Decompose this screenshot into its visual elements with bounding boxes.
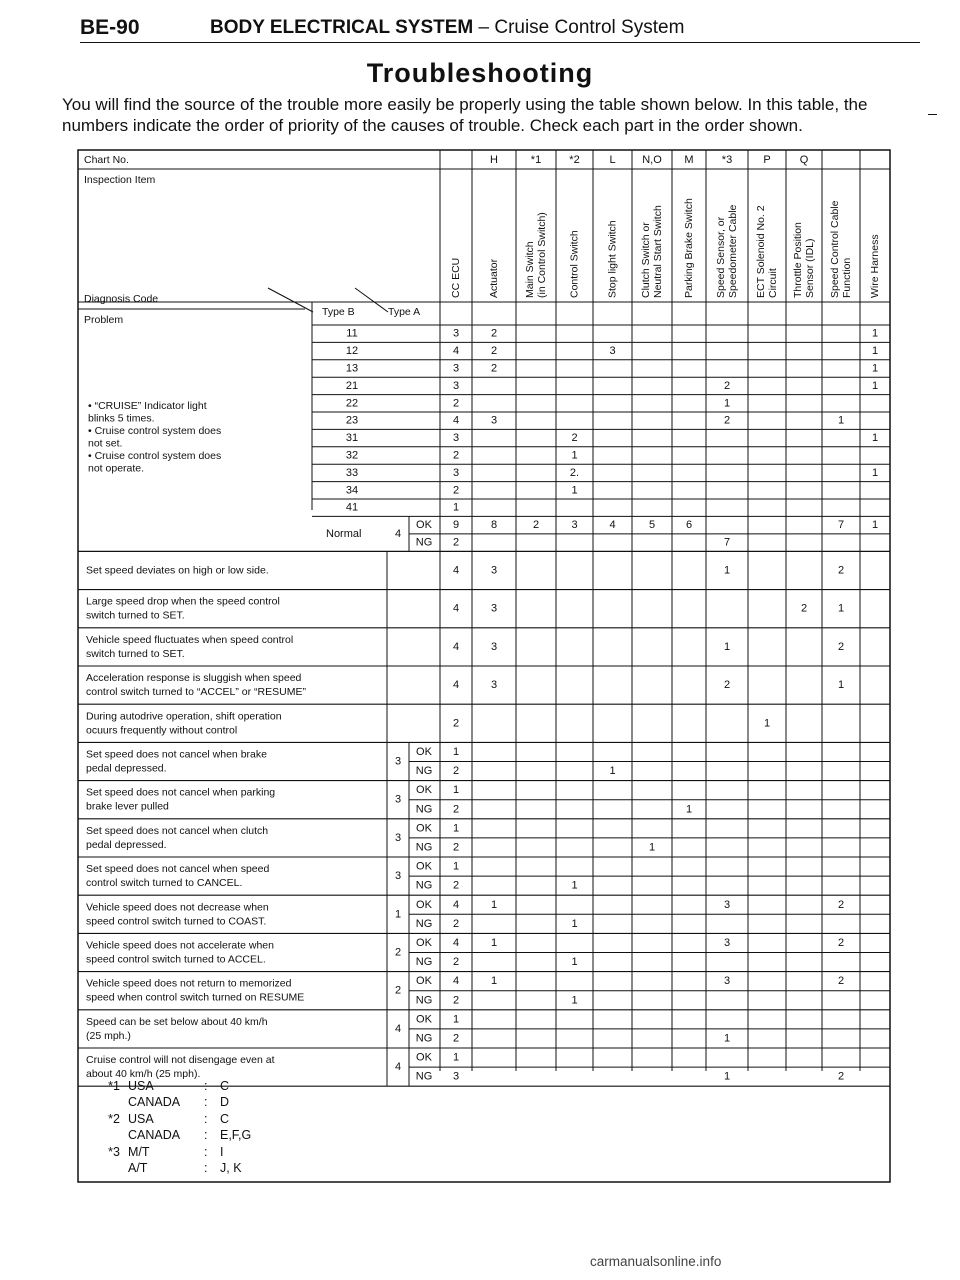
footnote-region: A/T [128, 1161, 148, 1176]
diagnosis-code: 33 [345, 466, 359, 479]
table-cell-value: 1 [490, 936, 498, 949]
table-cell-value: 4 [452, 679, 460, 692]
footnote-value: C [220, 1079, 230, 1093]
footnote-region: USA [128, 1111, 154, 1126]
footnote-sep: : [204, 1095, 208, 1110]
table-cell-value: 1 [452, 1051, 460, 1064]
table-cell-value: 1 [871, 379, 879, 392]
problem-text: Set speed deviates on high or low side. [86, 564, 269, 577]
footnote-sep: : [204, 1111, 208, 1126]
table-cell-value: 1 [837, 414, 845, 427]
footnote-mark [88, 1127, 128, 1143]
problem-text: Cruise control will not disengage even at [86, 1054, 275, 1067]
table-cell-value: 1 [723, 564, 731, 577]
problem-text: speed control switch turned to ACCEL. [86, 953, 266, 966]
section-title-rest: – Cruise Control System [473, 17, 685, 38]
type-a-value: 3 [394, 793, 402, 806]
inspection-item: Throttle Position [792, 222, 804, 298]
table-cell-value: 3 [490, 679, 498, 692]
inspection-item: Main Switch [524, 241, 536, 298]
table-cell-value: 2 [452, 765, 460, 778]
inspection-item: Neutral Start Switch [652, 205, 664, 298]
ok-flag: OK [416, 975, 432, 988]
inspection-item-label: Inspection Item [84, 174, 156, 186]
chart-code-label: *1 [530, 154, 542, 166]
table-cell-value: 4 [452, 564, 460, 577]
table-cell-value: 1 [452, 784, 460, 797]
table-cell-value: 1 [452, 1013, 460, 1026]
footnote-mark [88, 1094, 128, 1110]
table-cell-value: 2 [723, 414, 731, 427]
footnote-value: I [220, 1144, 224, 1159]
table-cell-value: 3 [452, 1070, 460, 1083]
table-cell-value: 1 [837, 602, 845, 615]
inspection-item: Stop light Switch [606, 220, 619, 298]
problem-text: Speed can be set below about 40 km/h [86, 1015, 268, 1028]
table-cell-value: 2 [452, 397, 460, 410]
table-cell-value: 4 [452, 345, 460, 358]
footnote-region: CANADA [128, 1128, 181, 1143]
problem-text: Set speed does not cancel when clutch [86, 824, 269, 837]
problem-text: control switch turned to “ACCEL” or “RESUME” [86, 686, 306, 699]
table-cell-value: 4 [609, 519, 616, 532]
problem-text: Set speed does not cancel when brake [86, 748, 267, 761]
problem-text: brake lever pulled [86, 800, 169, 813]
diagnosis-code: 41 [345, 501, 359, 514]
table-cell-value: 3 [452, 432, 460, 445]
section-title-bold: BODY ELECTRICAL SYSTEM [210, 17, 474, 38]
table-cell-value: 2 [452, 536, 460, 549]
problem-text: pedal depressed. [86, 762, 167, 775]
problem-text: speed control switch turned to COAST. [86, 915, 267, 928]
ng-flag: NG [415, 994, 433, 1007]
table-cell-value: 4 [452, 898, 460, 911]
footnote-value: D [220, 1095, 230, 1110]
footnote-mark [88, 1160, 128, 1176]
table-cell-value: 6 [685, 519, 693, 532]
ng-flag: NG [415, 917, 433, 930]
type-a-value: 4 [394, 1061, 402, 1074]
table-cell-value: 2 [452, 449, 460, 462]
table-cell-value: 1 [723, 1070, 731, 1083]
footnote-mark: *3 [108, 1144, 120, 1159]
chart-code-label: M [684, 154, 694, 166]
table-cell-value: 2 [532, 519, 540, 532]
diagnosis-code: 31 [345, 432, 359, 445]
table-cell-value: 2 [452, 879, 460, 892]
table-cell-value: 1 [452, 822, 460, 835]
type-a-value: 3 [394, 831, 402, 844]
table-cell-value: 2 [452, 484, 460, 497]
ok-flag: OK [416, 822, 432, 835]
type-a-value: 2 [394, 946, 402, 959]
indicator-group-text: blinks 5 times. [88, 412, 155, 425]
problem-text: about 40 km/h (25 mph). [86, 1068, 201, 1081]
table-cell-value: 2 [837, 975, 845, 988]
indicator-group-text: not operate. [88, 462, 145, 475]
table-cell-value: 1 [723, 1032, 731, 1045]
ng-flag: NG [415, 1070, 433, 1083]
problem-text: Vehicle speed fluctuates when speed control [86, 633, 294, 646]
footnote-mark: *1 [108, 1079, 120, 1093]
type-a-value: 2 [394, 984, 402, 997]
diagnosis-code: 13 [345, 362, 359, 375]
table-cell-value: 1 [871, 345, 879, 358]
ng-flag: NG [415, 536, 433, 549]
table-cell-value: 3 [723, 975, 731, 988]
type-a-value: 3 [394, 755, 402, 768]
table-cell-value: 1 [723, 397, 731, 410]
table-cell-value: 3 [490, 640, 498, 653]
ng-flag: NG [415, 765, 433, 778]
ok-flag: OK [416, 784, 432, 797]
table-cell-value: 2 [452, 841, 460, 854]
table-cell-value: 1 [452, 501, 460, 514]
type-a-value: 3 [394, 870, 402, 883]
table-cell-value: 2 [452, 803, 460, 816]
ng-flag: NG [415, 1032, 433, 1045]
table-cell-value: 3 [571, 519, 578, 532]
table-cell-value: 2 [452, 717, 460, 730]
type-a-label: Type A [388, 306, 421, 318]
footnote-region: USA [128, 1079, 154, 1093]
type-a-value: 4 [394, 1022, 402, 1035]
diagonal-line [268, 288, 313, 312]
table-cell-value: 1 [837, 679, 845, 692]
table-cell-value: 1 [871, 519, 879, 532]
indicator-group-text: • Cruise control system does [88, 425, 222, 437]
table-cell-value: 1 [763, 717, 771, 730]
table-cell-value: 3 [490, 564, 498, 577]
footnote-value: C [220, 1111, 230, 1126]
table-cell-value: 3 [452, 379, 460, 392]
footnote-line [88, 1127, 251, 1143]
ok-flag: OK [416, 1051, 432, 1064]
footnote-region: M/T [128, 1144, 150, 1159]
table-cell-value: 7 [723, 536, 731, 549]
table-cell-value: 1 [871, 466, 879, 479]
table-cell-value: 4 [452, 975, 460, 988]
diagnosis-code: 32 [345, 449, 359, 462]
chart-code-label: P [763, 154, 771, 166]
table-cell-value: 3 [452, 362, 460, 375]
type-a-value: 4 [394, 527, 402, 540]
table-cell-value: 3 [609, 345, 616, 358]
problem-text: Set speed does not cancel when speed [86, 863, 270, 876]
table-cell-value: 2 [490, 362, 498, 375]
table-cell-value: 1 [871, 432, 879, 445]
table-cell-value: 1 [452, 745, 460, 758]
problem-text: ocuurs frequently without control [86, 724, 238, 737]
chart-code-label: *3 [721, 154, 733, 166]
table-cell-value: 2 [490, 327, 498, 340]
diagnosis-code-label: Diagnosis Code [84, 293, 159, 305]
table-cell-value: 2 [800, 602, 808, 615]
table-cell-value: 1 [571, 449, 578, 462]
inspection-item: Speedometer Cable [727, 204, 739, 298]
problem-text: control switch turned to CANCEL. [86, 877, 243, 890]
problem-text: speed when control switch turned on RESUME [86, 991, 305, 1004]
table-cell-value: 3 [452, 466, 460, 479]
table-cell-value: 2 [452, 994, 460, 1007]
chart-code-label: N,O [642, 154, 662, 166]
problem-label: Problem [84, 314, 124, 326]
table-cell-value: 2 [452, 917, 460, 930]
type-a-value: 1 [394, 908, 402, 921]
inspection-item: (in Control Switch) [536, 212, 548, 298]
problem-text: During autodrive operation, shift operation [86, 710, 282, 723]
table-cell-value: 1 [490, 975, 498, 988]
inspection-item: Parking Brake Switch [683, 198, 695, 298]
table-cell-value: 3 [490, 414, 498, 427]
table-cell-value: 4 [452, 414, 460, 427]
table-cell-value: 9 [452, 519, 460, 532]
footnote-line [88, 1160, 251, 1176]
table-cell-value: 1 [648, 841, 656, 854]
chart-code-label: Q [799, 154, 809, 166]
watermark: carmanualsonline.info [590, 1254, 722, 1269]
footnote-sep: : [204, 1161, 208, 1176]
diagnosis-code: 21 [345, 379, 359, 392]
table-cell-value: 4 [452, 936, 460, 949]
table-cell-value: 1 [609, 765, 616, 778]
inspection-item: Circuit [767, 268, 779, 298]
table-cell-value: 3 [490, 602, 498, 615]
table-cell-value: 3 [723, 936, 731, 949]
footnote-line [88, 1078, 251, 1094]
inspection-item: Actuator [488, 258, 500, 298]
diagnosis-code: 22 [345, 397, 359, 410]
footnote-line [88, 1111, 251, 1127]
footnotes [88, 1078, 251, 1176]
table-cell-value: 1 [871, 327, 879, 340]
chart-code-label: L [609, 154, 616, 166]
problem-text: Vehicle speed does not accelerate when [86, 939, 274, 952]
table-cell-value: 2 [723, 379, 731, 392]
intro-paragraph: You will find the source of the trouble more easily be properly using the table shown below. In this table, the numbers indicate the order of priority of the causes of trouble. Check each part in the order shown. [62, 95, 868, 135]
problem-text: Vehicle speed does not return to memorized [86, 977, 292, 990]
table-cell-value: 2 [452, 1032, 460, 1045]
diagnosis-code: 11 [346, 327, 358, 340]
table-cell-value: 1 [571, 879, 578, 892]
table-cell-value: 4 [452, 602, 460, 615]
table-cell-value: 2 [837, 936, 845, 949]
table-cell-value: 1 [871, 362, 879, 375]
diagnosis-code: 23 [345, 414, 359, 427]
footnote-value: E,F,G [220, 1128, 252, 1143]
footnote-line [88, 1094, 251, 1110]
table-cell-value: 4 [452, 640, 460, 653]
table-cell-value: 3 [723, 898, 731, 911]
indicator-group-text: • “CRUISE” Indicator light [88, 400, 207, 412]
chart-code-label: H [490, 154, 498, 166]
table-cell-value: 2 [571, 432, 578, 445]
footnote-sep: : [204, 1079, 208, 1093]
chart-no-label: Chart No. [84, 154, 129, 166]
table-cell-value: 1 [571, 917, 578, 930]
ok-flag: OK [416, 519, 432, 532]
problem-text: Vehicle speed does not decrease when [86, 901, 269, 914]
inspection-item: Wire Harness [869, 234, 881, 298]
table-cell-value: 2 [837, 898, 845, 911]
table-cell-value: 1 [571, 956, 578, 969]
normal-label: Normal [326, 527, 362, 540]
footnote-mark: *2 [108, 1111, 120, 1126]
ok-flag: OK [416, 936, 432, 949]
footnote-value: J, K [220, 1161, 242, 1176]
problem-text: switch turned to SET. [86, 609, 185, 622]
table-cell-value: 3 [452, 327, 460, 340]
table-cell-value: 2 [837, 1070, 845, 1083]
ng-flag: NG [415, 879, 433, 892]
table-cell-value: 1 [571, 484, 578, 497]
diagnosis-code: 12 [345, 345, 359, 358]
page-number: BE-90 [80, 16, 140, 39]
inspection-item: CC ECU [450, 257, 462, 298]
ng-flag: NG [415, 841, 433, 854]
table-cell-value: 7 [837, 519, 845, 532]
problem-text: (25 mph.) [86, 1029, 131, 1042]
type-b-label: Type B [322, 306, 355, 318]
inspection-item: Function [841, 257, 853, 298]
diagonal-line [355, 288, 388, 312]
table-cell-value: 2. [569, 466, 580, 479]
inspection-item: Speed Control Cable [829, 200, 841, 298]
footnote-sep: : [204, 1128, 208, 1143]
ok-flag: OK [416, 1013, 432, 1026]
table-cell-value: 2 [723, 679, 731, 692]
problem-text: pedal depressed. [86, 838, 167, 851]
table-cell-value: 2 [490, 345, 498, 358]
table-cell-value: 2 [837, 564, 845, 577]
ok-flag: OK [416, 860, 432, 873]
ng-flag: NG [415, 803, 433, 816]
page-title: Troubleshooting [366, 58, 594, 88]
table-cell-value: 1 [723, 640, 731, 653]
inspection-item: Sensor (IDL) [804, 238, 816, 298]
problem-text: switch turned to SET. [86, 647, 185, 660]
chart-code-label: *2 [569, 154, 580, 166]
table-cell-value: 2 [837, 640, 845, 653]
table-cell-value: 1 [452, 860, 460, 873]
table-cell-value: 8 [490, 519, 498, 532]
table-cell-value: 2 [452, 956, 460, 969]
inspection-item: ECT Solenoid No. 2 [755, 205, 767, 298]
inspection-item: Control Switch [568, 230, 581, 298]
inspection-item: Speed Sensor, or [715, 216, 727, 298]
ok-flag: OK [416, 745, 432, 758]
footnote-region: CANADA [128, 1095, 181, 1110]
table-cell-value: 1 [571, 994, 578, 1007]
ok-flag: OK [416, 898, 432, 911]
problem-text: Set speed does not cancel when parking [86, 786, 276, 799]
indicator-group-text: not set. [88, 437, 123, 450]
table-cell-value: 1 [685, 803, 693, 816]
inspection-item: Clutch Switch or [640, 222, 652, 298]
table-cell-value: 1 [490, 898, 498, 911]
footnote-line [88, 1144, 251, 1160]
footnote-sep: : [204, 1144, 208, 1159]
table-cell-value: 5 [648, 519, 656, 532]
ng-flag: NG [415, 956, 433, 969]
diagnosis-code: 34 [345, 484, 359, 497]
problem-text: Large speed drop when the speed control [86, 595, 280, 608]
problem-text: Acceleration response is sluggish when speed [86, 672, 302, 685]
indicator-group-text: • Cruise control system does [88, 450, 222, 462]
